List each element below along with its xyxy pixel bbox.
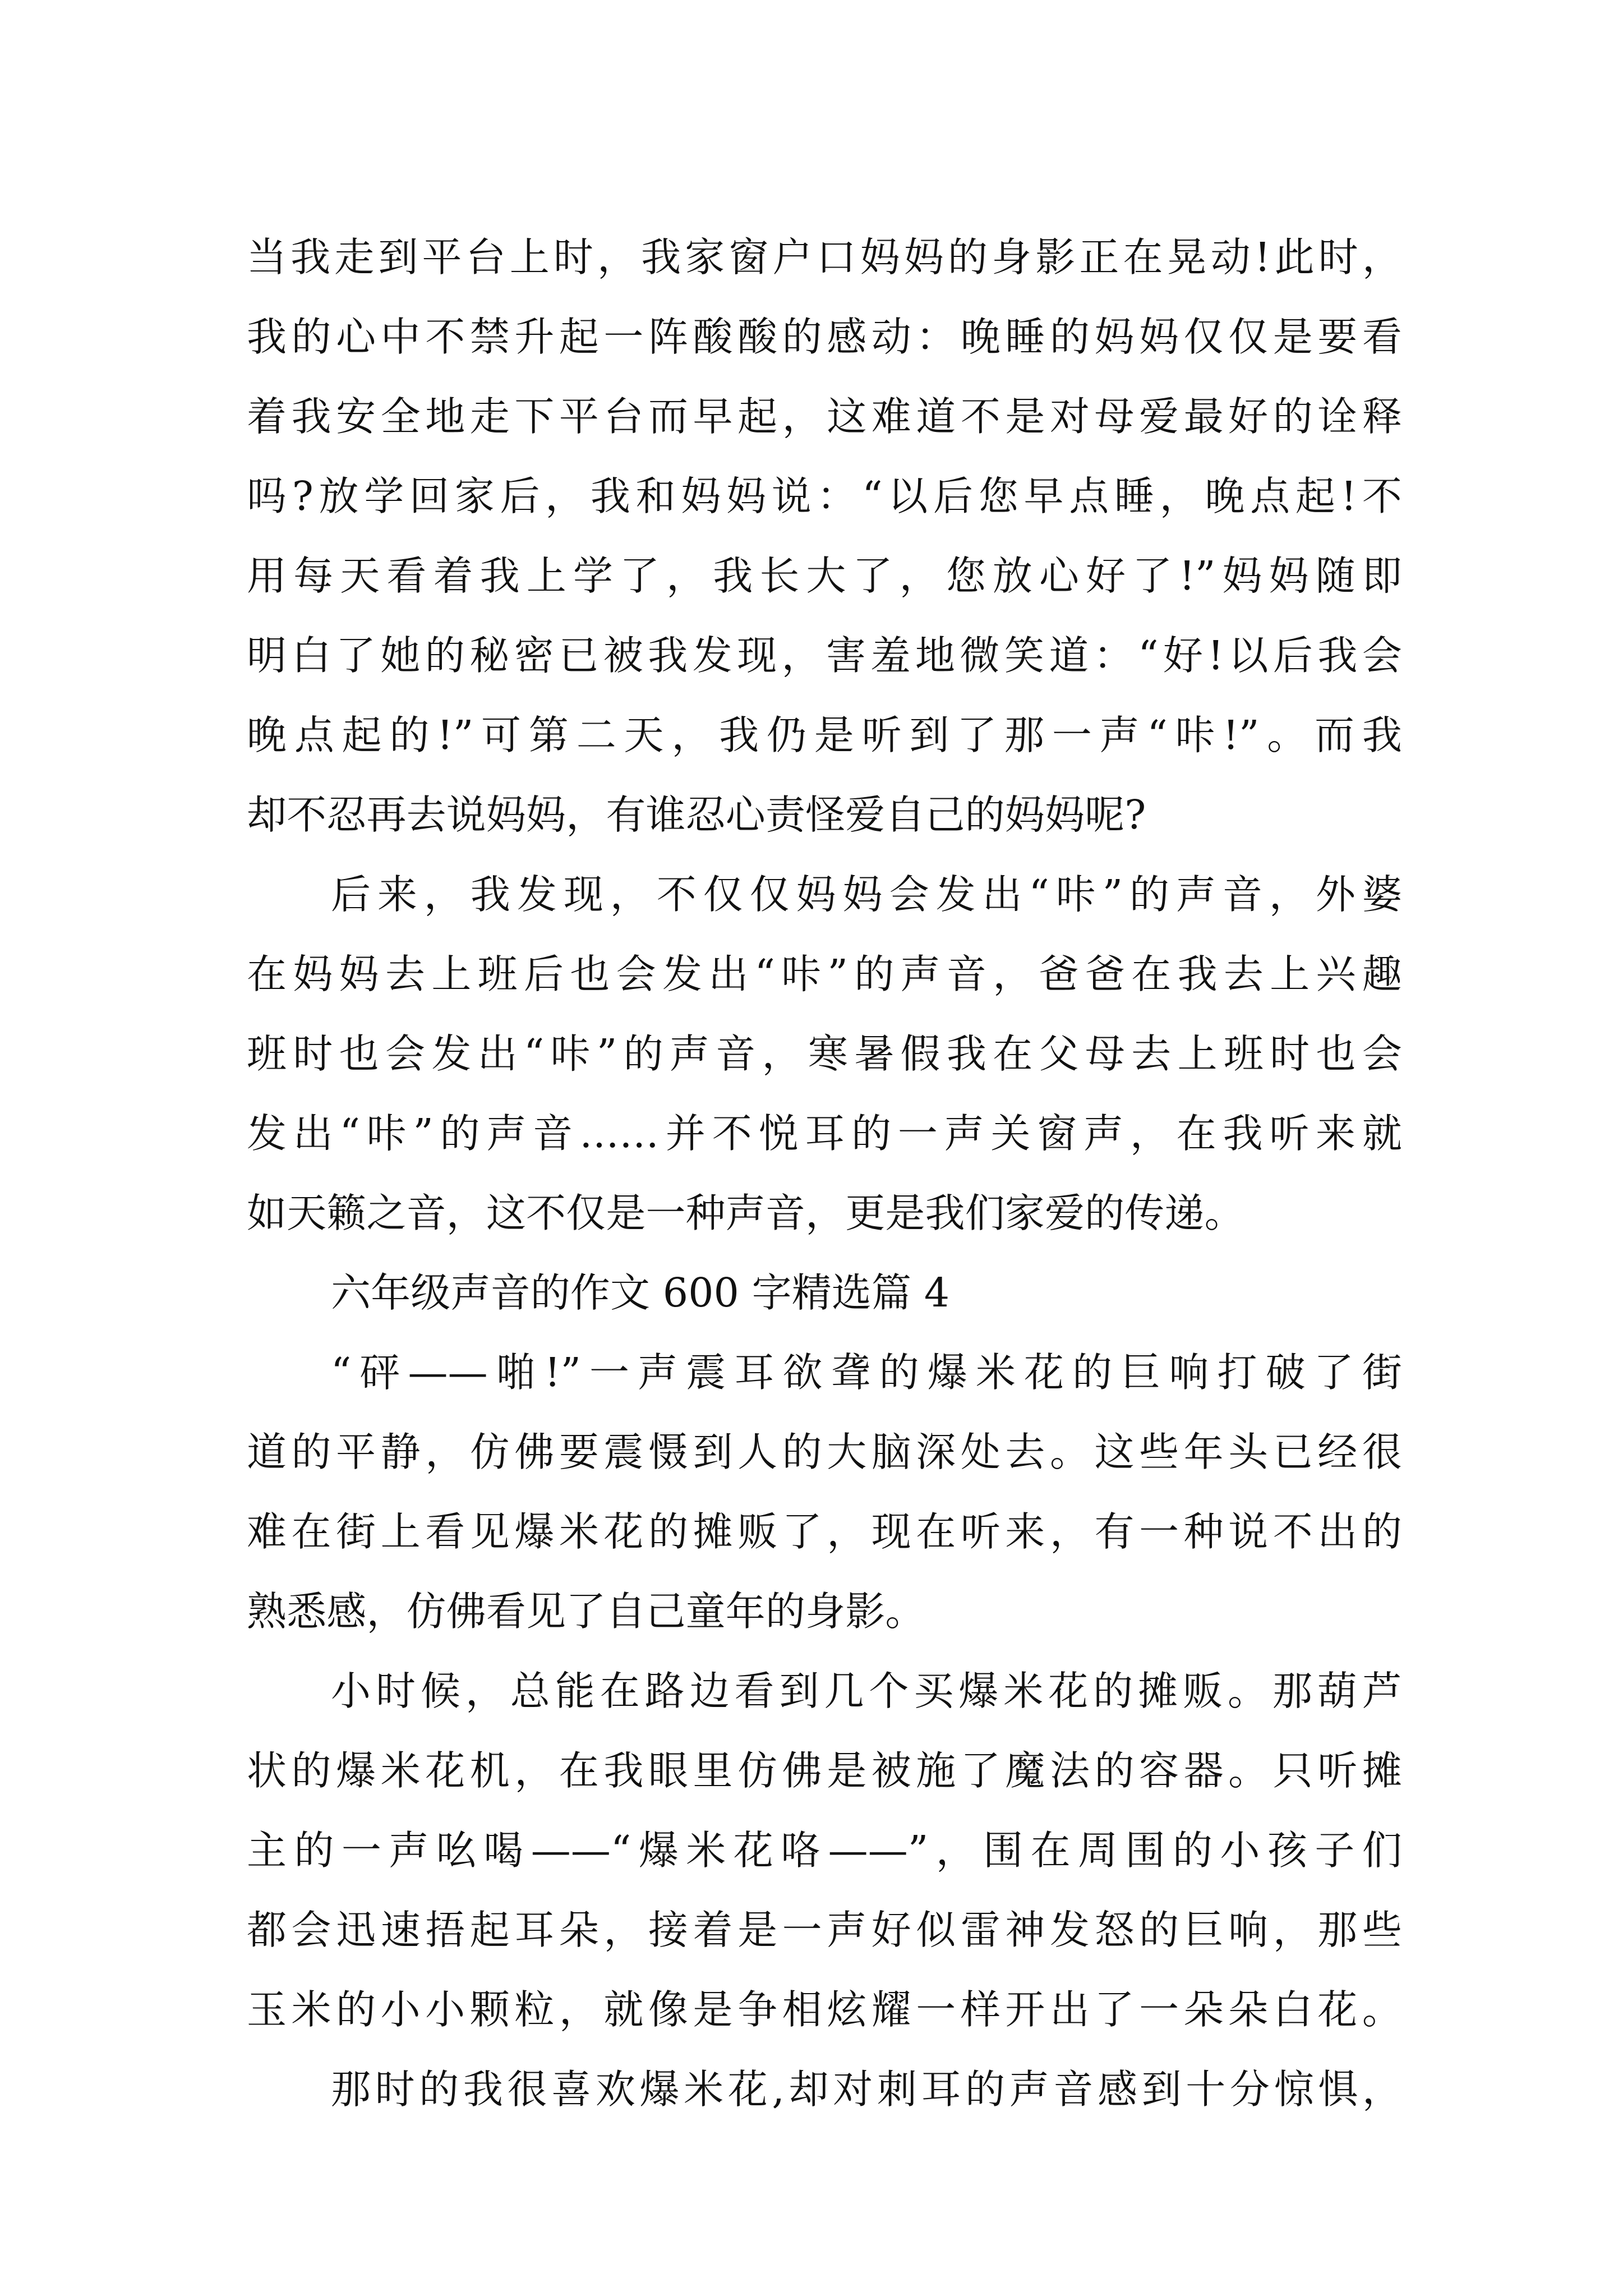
text-line: 晚点起的!”可第二天，我仍是听到了那一声“咔!”。而我	[247, 712, 1402, 758]
text-line: 发出“咔”的声音……并不悦耳的一声关窗声，在我听来就	[247, 1110, 1402, 1157]
text-line: 班时也会发出“咔”的声音，寒暑假我在父母去上班时也会	[247, 1030, 1402, 1077]
text-line: 小时候，总能在路边看到几个买爆米花的摊贩。那葫芦	[331, 1668, 1402, 1714]
text-line: 主的一声吆喝——“爆米花咯——”，围在周围的小孩子们	[247, 1827, 1402, 1874]
section-heading: 六年级声音的作文 600 字精选篇 4	[331, 1269, 950, 1316]
text-line: 玉米的小小颗粒，就像是争相炫耀一样开出了一朵朵白花。	[247, 1986, 1402, 2033]
text-line: 熟悉感，仿佛看见了自己童年的身影。	[247, 1588, 925, 1635]
text-line: 却不忍再去说妈妈，有谁忍心责怪爱自己的妈妈呢?	[247, 792, 1146, 838]
text-line: 状的爆米花机，在我眼里仿佛是被施了魔法的容器。只听摊	[247, 1747, 1402, 1794]
text-line: 当我走到平台上时，我家窗户口妈妈的身影正在晃动!此时，	[247, 234, 1402, 280]
text-line: 着我安全地走下平台而早起，这难道不是对母爱最好的诠释	[247, 393, 1402, 440]
text-line: “砰——啪!”一声震耳欲聋的爆米花的巨响打破了街	[331, 1349, 1402, 1396]
text-line: 都会迅速捂起耳朵，接着是一声好似雷神发怒的巨响，那些	[247, 1907, 1402, 1953]
text-line: 如天籁之音，这不仅是一种声音，更是我们家爱的传递。	[247, 1190, 1244, 1236]
text-line: 难在街上看见爆米花的摊贩了，现在听来，有一种说不出的	[247, 1508, 1402, 1555]
document-body	[247, 218, 1402, 2129]
text-line: 后来，我发现，不仅仅妈妈会发出“咔”的声音，外婆	[331, 871, 1402, 918]
text-line: 在妈妈去上班后也会发出“咔”的声音，爸爸在我去上兴趣	[247, 951, 1402, 997]
text-line: 那时的我很喜欢爆米花,却对刺耳的声音感到十分惊惧，	[331, 2066, 1402, 2113]
text-line: 明白了她的秘密已被我发现，害羞地微笑道：“好!以后我会	[247, 632, 1402, 679]
text-line: 道的平静，仿佛要震慑到人的大脑深处去。这些年头已经很	[247, 1429, 1402, 1475]
text-line: 吗?放学回家后，我和妈妈说：“以后您早点睡，晚点起!不	[247, 473, 1402, 519]
text-line: 用每天看着我上学了，我长大了，您放心好了!”妈妈随即	[247, 553, 1402, 599]
text-line: 我的心中不禁升起一阵酸酸的感动：晚睡的妈妈仅仅是要看	[247, 314, 1402, 360]
